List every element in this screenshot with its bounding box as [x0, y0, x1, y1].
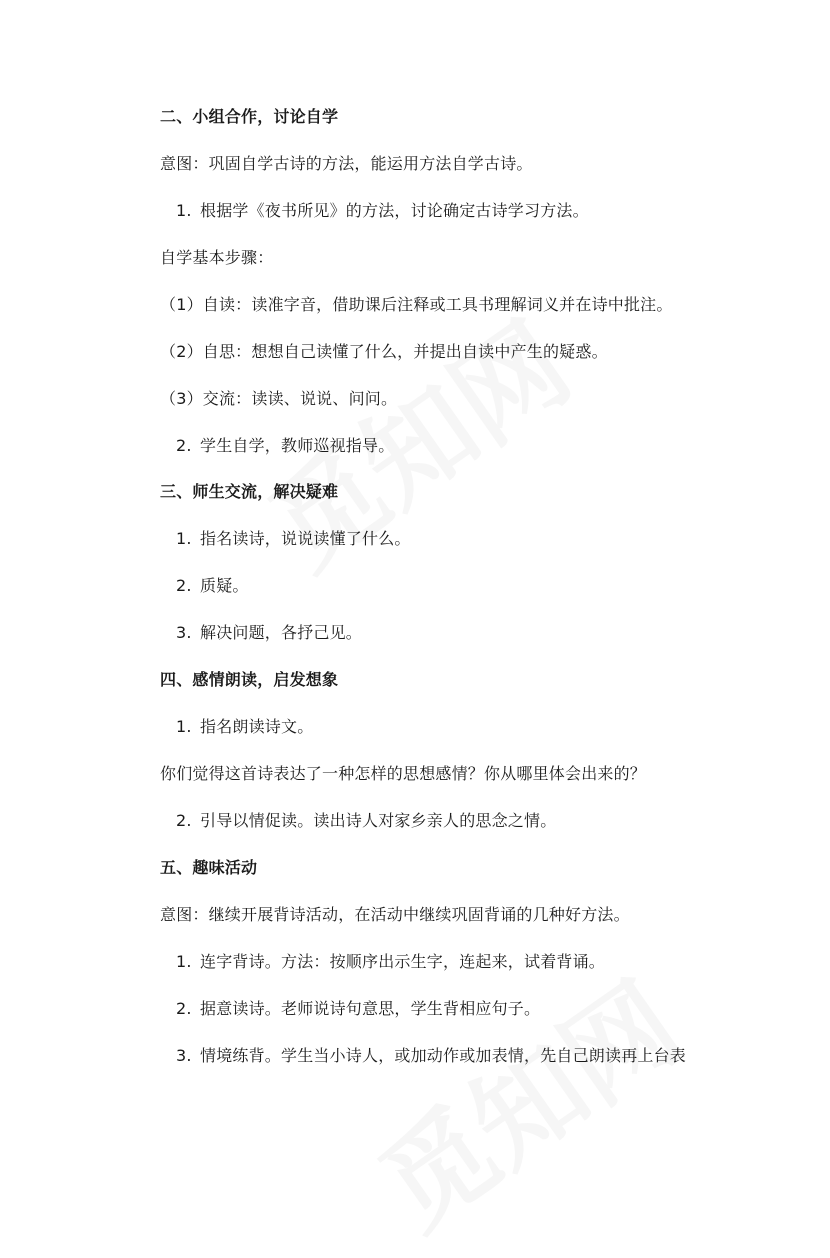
list-item	[176, 716, 313, 738]
list-text: 指名读诗，说说读懂了什么。	[200, 529, 411, 548]
list-item	[176, 622, 362, 644]
list-item	[176, 998, 540, 1020]
section-heading-4: 四、感情朗读，启发想象	[160, 670, 339, 689]
list-item	[176, 528, 411, 550]
list-number: 2.	[176, 576, 192, 595]
question-paragraph: 你们觉得这首诗表达了一种怎样的思想感情？你从哪里体会出来的？	[160, 764, 647, 783]
list-text: 根据学《夜书所见》的方法，讨论确定古诗学习方法。	[200, 201, 589, 220]
list-text: 连字背诗。方法：按顺序出示生字，连起来，试着背诵。	[200, 952, 606, 971]
list-item	[176, 200, 589, 222]
list-item	[176, 435, 394, 457]
list-number: 3.	[176, 1046, 192, 1065]
watermark	[345, 940, 706, 1258]
intent-paragraph: 意图：继续开展背诗活动，在活动中继续巩固背诵的几种好方法。	[160, 905, 630, 924]
list-text: 指名朗读诗文。	[200, 717, 314, 736]
list-text: 据意读诗。老师说诗句意思，学生背相应句子。	[200, 999, 541, 1018]
list-number: 2.	[176, 811, 192, 830]
step-item: （1）自读：读准字音，借助课后注释或工具书理解词义并在诗中批注。	[160, 295, 673, 314]
list-text: 解决问题，各抒己见。	[200, 623, 363, 642]
steps-paragraph: 自学基本步骤：	[160, 248, 274, 267]
list-text: 学生自学，教师巡视指导。	[200, 436, 395, 455]
list-number: 2.	[176, 436, 192, 455]
step-item: （3）交流：读读、说说、问问。	[160, 389, 398, 408]
list-item	[176, 1045, 686, 1067]
intent-paragraph: 意图：巩固自学古诗的方法，能运用方法自学古诗。	[160, 154, 533, 173]
list-text: 情境练背。学生当小诗人，或加动作或加表情，先自己朗读再上台表	[200, 1046, 687, 1065]
list-item	[176, 951, 605, 973]
step-item: （2）自思：想想自己读懂了什么，并提出自读中产生的疑惑。	[160, 342, 608, 361]
list-item	[176, 810, 556, 832]
section-heading-5: 五、趣味活动	[160, 858, 258, 877]
section-heading-2: 二、小组合作，讨论自学	[160, 107, 339, 126]
list-number: 1.	[176, 717, 192, 736]
list-text: 质疑。	[200, 576, 249, 595]
list-number: 1.	[176, 529, 192, 548]
list-number: 3.	[176, 623, 192, 642]
list-item	[176, 575, 249, 597]
list-number: 1.	[176, 952, 192, 971]
list-text: 引导以情促读。读出诗人对家乡亲人的思念之情。	[200, 811, 557, 830]
section-heading-3: 三、师生交流，解决疑难	[160, 482, 339, 501]
list-number: 1.	[176, 201, 192, 220]
list-number: 2.	[176, 999, 192, 1018]
